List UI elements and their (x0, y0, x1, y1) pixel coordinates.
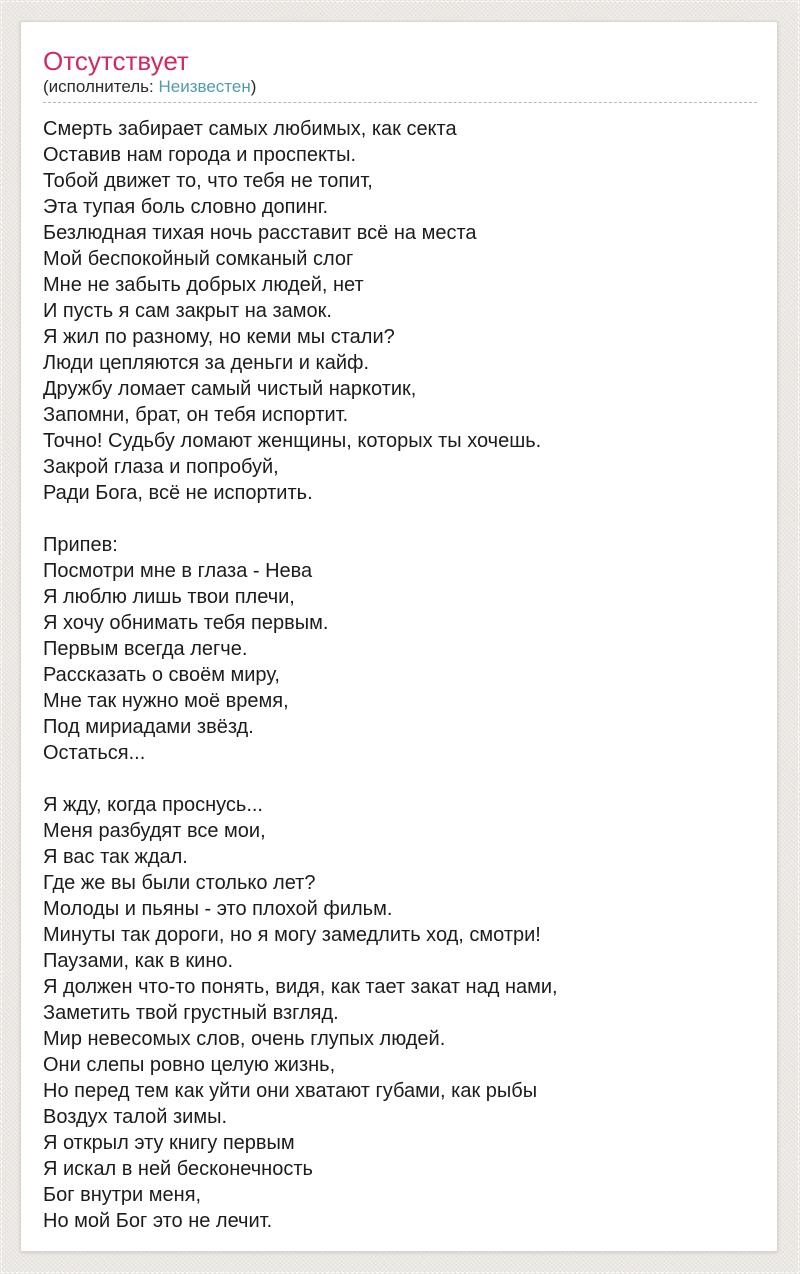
lyric-line: Рассказать о своём миру, (43, 664, 280, 686)
lyric-line: Закрой глаза и попробуй, (43, 456, 279, 478)
lyric-line: Паузами, как в кино. (43, 950, 234, 972)
lyric-line: Мой беспокойный сомканый слог (43, 248, 354, 270)
lyric-line: Я жду, когда проснусь... (43, 794, 263, 816)
lyric-line: Под мириадами звёзд. (43, 716, 254, 738)
lyrics-card (20, 21, 778, 1252)
artist-label-prefix: (исполнитель: (43, 77, 159, 96)
lyric-line: Мне не забыть добрых людей, нет (43, 274, 364, 296)
lyric-line: Я должен что-то понять, видя, как тает закат над нами, (43, 976, 558, 998)
stanza-gap (43, 766, 757, 792)
lyric-line: Посмотри мне в глаза - Нева (43, 560, 313, 582)
lyric-line: Заметить твой грустный взгляд. (43, 1002, 339, 1024)
artist-link[interactable]: Неизвестен (158, 77, 251, 96)
lyric-line: Припев: (43, 534, 118, 556)
lyric-line: Я люблю лишь твои плечи, (43, 586, 295, 608)
lyric-line: Тобой движет то, что тебя не топит, (43, 170, 373, 192)
lyric-line: Остаться... (43, 742, 146, 764)
lyric-line: Но перед тем как уйти они хватают губами, как рыбы (43, 1080, 538, 1102)
page-title: Отсутствует (43, 46, 189, 76)
lyric-line: Я искал в ней бесконечность (43, 1158, 313, 1180)
lyric-line: Молоды и пьяны - это плохой фильм. (43, 898, 393, 920)
lyric-line: Мир невесомых слов, очень глупых людей. (43, 1028, 446, 1050)
lyric-line: Я жил по разному, но кеми мы стали? (43, 326, 395, 348)
lyric-line: Я вас так ждал. (43, 846, 188, 868)
lyric-line: Но мой Бог это не лечит. (43, 1210, 273, 1232)
lyric-line: Где же вы были столько лет? (43, 872, 316, 894)
lyric-line: Первым всегда легче. (43, 638, 248, 660)
lyric-line: Воздух талой зимы. (43, 1106, 228, 1128)
lyric-line: Оставив нам города и проспекты. (43, 144, 357, 166)
lyric-line: Смерть забирает самых любимых, как секта (43, 118, 457, 140)
lyric-line: Я хочу обнимать тебя первым. (43, 612, 329, 634)
lyric-line: Ради Бога, всё не испортить. (43, 482, 313, 504)
lyric-line: Я открыл эту книгу первым (43, 1132, 295, 1154)
lyric-line: Безлюдная тихая ночь расставит всё на места (43, 222, 477, 244)
lyrics-text (43, 116, 757, 1234)
lyric-line: Эта тупая боль словно допинг. (43, 196, 329, 218)
lyric-line: Бог внутри меня, (43, 1184, 202, 1206)
lyric-line: Меня разбудят все мои, (43, 820, 266, 842)
lyric-line: Запомни, брат, он тебя испортит. (43, 404, 349, 426)
artist-label-suffix: ) (250, 77, 257, 96)
lyric-line: Минуты так дороги, но я могу замедлить ход, смотри! (43, 924, 541, 946)
lyric-line: Они слепы ровно целую жизнь, (43, 1054, 336, 1076)
lyric-line: Точно! Судьбу ломают женщины, которых ты хочешь. (43, 430, 542, 452)
lyric-line: Мне так нужно моё время, (43, 690, 289, 712)
lyric-line: Люди цепляются за деньги и кайф. (43, 352, 370, 374)
lyric-line: И пусть я сам закрыт на замок. (43, 300, 332, 322)
header-separator (43, 102, 757, 103)
stanza-gap (43, 506, 757, 532)
lyric-line: Дружбу ломает самый чистый наркотик, (43, 378, 417, 400)
artist-label (43, 77, 757, 96)
